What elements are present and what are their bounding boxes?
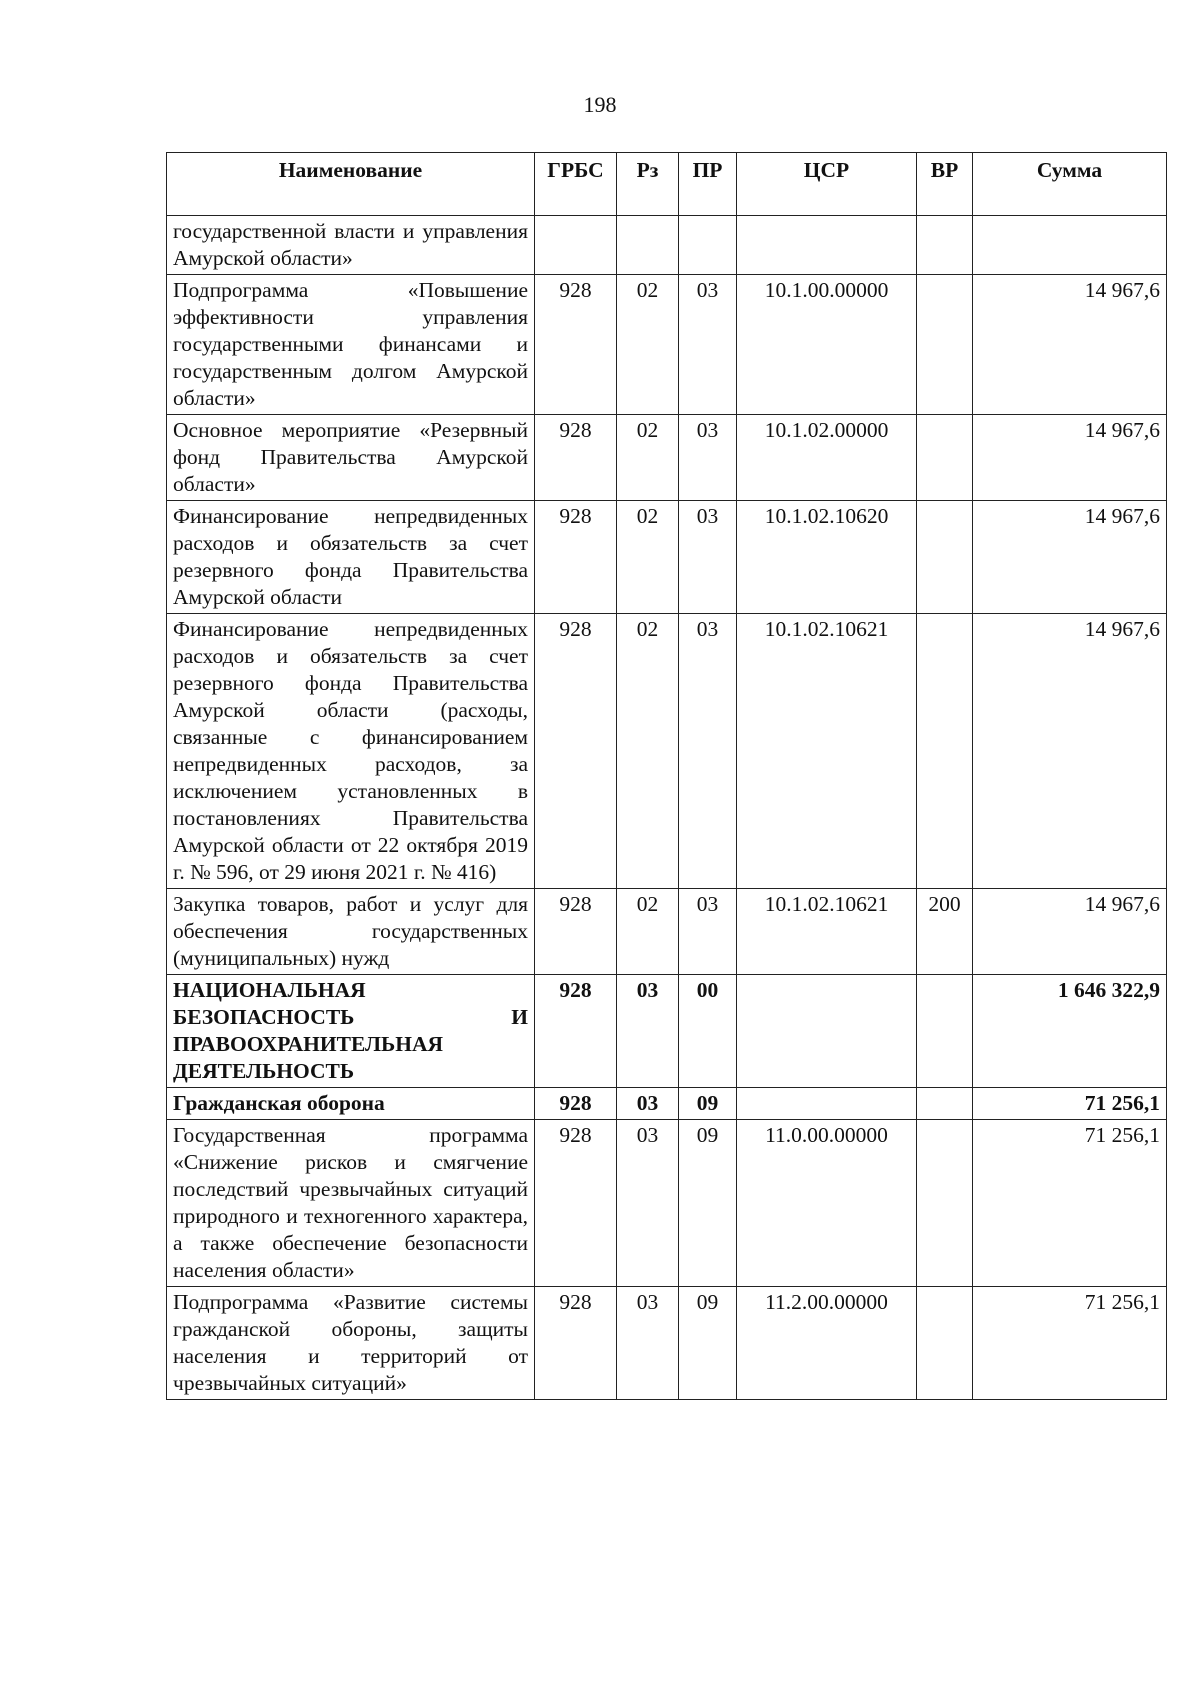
row-rz: 03 xyxy=(617,1287,679,1400)
table-body xyxy=(167,216,1167,1400)
row-csr xyxy=(737,975,917,1088)
row-name: государственной власти и управления Амурской области» xyxy=(167,216,535,275)
row-rz: 02 xyxy=(617,275,679,415)
row-vr xyxy=(917,975,973,1088)
table-row xyxy=(167,975,1167,1088)
row-pr: 09 xyxy=(679,1287,737,1400)
row-pr: 09 xyxy=(679,1088,737,1120)
row-csr: 10.1.02.00000 xyxy=(737,415,917,501)
row-rz: 02 xyxy=(617,614,679,889)
header-sum: Сумма xyxy=(973,153,1167,216)
row-grbs: 928 xyxy=(535,975,617,1088)
row-name: Финансирование непредвиденных расходов и обязательств за счет резервного фонда Правительства Амурской области xyxy=(167,501,535,614)
row-grbs: 928 xyxy=(535,275,617,415)
row-name: Государственная программа «Снижение рисков и смягчение последствий чрезвычайных ситуаций природного и техногенного характера, а также обеспечение безопасности населения области» xyxy=(167,1120,535,1287)
header-row xyxy=(167,153,1167,216)
header-name: Наименование xyxy=(167,153,535,216)
row-name: НАЦИОНАЛЬНАЯ БЕЗОПАСНОСТЬ И ПРАВООХРАНИТЕЛЬНАЯ ДЕЯТЕЛЬНОСТЬ xyxy=(167,975,535,1088)
table-row xyxy=(167,1287,1167,1400)
header-vr: ВР xyxy=(917,153,973,216)
table-row xyxy=(167,216,1167,275)
row-name: Подпрограмма «Повышение эффективности управления государственными финансами и государственным долгом Амурской области» xyxy=(167,275,535,415)
row-grbs: 928 xyxy=(535,614,617,889)
row-csr: 10.1.02.10620 xyxy=(737,501,917,614)
row-vr xyxy=(917,1287,973,1400)
row-vr xyxy=(917,216,973,275)
row-vr: 200 xyxy=(917,889,973,975)
row-sum: 14 967,6 xyxy=(973,415,1167,501)
row-rz: 02 xyxy=(617,501,679,614)
row-csr xyxy=(737,216,917,275)
row-pr: 03 xyxy=(679,275,737,415)
table-row xyxy=(167,889,1167,975)
row-grbs: 928 xyxy=(535,501,617,614)
row-vr xyxy=(917,1120,973,1287)
row-grbs: 928 xyxy=(535,1088,617,1120)
budget-table xyxy=(166,152,1167,1400)
row-pr: 00 xyxy=(679,975,737,1088)
row-pr xyxy=(679,216,737,275)
row-vr xyxy=(917,1088,973,1120)
row-pr: 03 xyxy=(679,415,737,501)
row-csr: 10.1.02.10621 xyxy=(737,614,917,889)
row-sum: 14 967,6 xyxy=(973,501,1167,614)
row-vr xyxy=(917,501,973,614)
row-grbs: 928 xyxy=(535,415,617,501)
row-vr xyxy=(917,275,973,415)
row-vr xyxy=(917,415,973,501)
table-row xyxy=(167,275,1167,415)
row-sum: 14 967,6 xyxy=(973,275,1167,415)
row-rz: 03 xyxy=(617,1088,679,1120)
row-sum: 14 967,6 xyxy=(973,889,1167,975)
row-csr xyxy=(737,1088,917,1120)
row-name: Гражданская оборона xyxy=(167,1088,535,1120)
row-csr: 10.1.02.10621 xyxy=(737,889,917,975)
header-pr: ПР xyxy=(679,153,737,216)
header-csr: ЦСР xyxy=(737,153,917,216)
row-pr: 03 xyxy=(679,614,737,889)
row-grbs: 928 xyxy=(535,1120,617,1287)
row-grbs xyxy=(535,216,617,275)
row-sum: 71 256,1 xyxy=(973,1120,1167,1287)
table-header xyxy=(167,153,1167,216)
table-row xyxy=(167,1120,1167,1287)
row-rz: 02 xyxy=(617,415,679,501)
row-rz: 02 xyxy=(617,889,679,975)
row-vr xyxy=(917,614,973,889)
row-name: Основное мероприятие «Резервный фонд Правительства Амурской области» xyxy=(167,415,535,501)
row-rz xyxy=(617,216,679,275)
row-csr: 11.0.00.00000 xyxy=(737,1120,917,1287)
row-grbs: 928 xyxy=(535,889,617,975)
row-csr: 10.1.00.00000 xyxy=(737,275,917,415)
row-rz: 03 xyxy=(617,1120,679,1287)
row-name: Финансирование непредвиденных расходов и обязательств за счет резервного фонда Правительства Амурской области (расходы, связанные с финансированием непредвиденных расходов, за исключением установленных в постановлениях Правительства Амурской области от 22 октября 2019 г. № 596, от 29 июня 2021 г. № 416) xyxy=(167,614,535,889)
row-csr: 11.2.00.00000 xyxy=(737,1287,917,1400)
row-pr: 09 xyxy=(679,1120,737,1287)
table-row xyxy=(167,415,1167,501)
row-sum: 71 256,1 xyxy=(973,1287,1167,1400)
table-row xyxy=(167,1088,1167,1120)
row-grbs: 928 xyxy=(535,1287,617,1400)
row-name: Подпрограмма «Развитие системы гражданской обороны, защиты населения и территорий от чрезвычайных ситуаций» xyxy=(167,1287,535,1400)
row-sum: 71 256,1 xyxy=(973,1088,1167,1120)
row-pr: 03 xyxy=(679,501,737,614)
table-row xyxy=(167,614,1167,889)
row-sum: 14 967,6 xyxy=(973,614,1167,889)
header-rz: Рз xyxy=(617,153,679,216)
row-rz: 03 xyxy=(617,975,679,1088)
row-sum: 1 646 322,9 xyxy=(973,975,1167,1088)
row-sum xyxy=(973,216,1167,275)
header-grbs: ГРБС xyxy=(535,153,617,216)
page-number: 198 xyxy=(583,92,617,117)
row-pr: 03 xyxy=(679,889,737,975)
table-row xyxy=(167,501,1167,614)
row-name: Закупка товаров, работ и услуг для обеспечения государственных (муниципальных) нужд xyxy=(167,889,535,975)
